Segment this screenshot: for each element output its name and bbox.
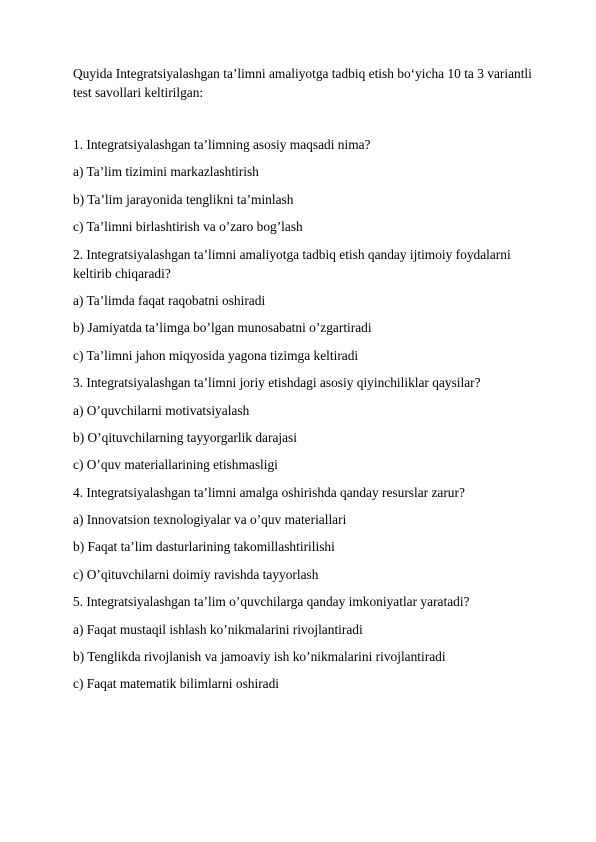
question-text: 1. Integratsiyalashgan ta’limning asosiy maqsadi nima?: [73, 137, 371, 152]
question-block: [73, 483, 543, 584]
answer-option: b) O’qituvchilarning tayyorgarlik darajasi: [73, 429, 297, 445]
answer-option: a) O’quvchilarni motivatsiyalash: [73, 402, 250, 418]
question-text: 2. Integratsiyalashgan ta’limni amaliyotga tadbiq etish qanday ijtimoiy foydalarni keltirib chiqaradi?: [73, 246, 511, 281]
answer-option: a) Innovatsion texnologiyalar va o’quv materiallari: [73, 512, 347, 528]
question-block: [73, 592, 543, 693]
question-block: [73, 373, 543, 474]
answer-option: a) Ta’lim tizimini markazlashtirish: [73, 164, 259, 180]
answer-option: b) Jamiyatda ta’limga bo’lgan munosabatni o’zgartiradi: [73, 320, 372, 336]
answer-option: b) Ta’lim jarayonida tenglikni ta’minlash: [73, 191, 294, 207]
answer-option: c) Ta’limni birlashtirish va o’zaro bog’lash: [73, 219, 303, 235]
answer-option: c) O’quv materiallarining etishmasligi: [73, 457, 278, 473]
answer-option: a) Faqat mustaqil ishlash ko’nikmalarini rivojlantiradi: [73, 621, 363, 637]
question-text: 4. Integratsiyalashgan ta’limni amalga oshirishda qanday resurslar zarur?: [73, 484, 465, 500]
question-text: 5. Integratsiyalashgan ta’lim o’quvchilarga qanday imkoniyatlar yaratadi?: [73, 594, 470, 610]
document-page: [73, 64, 543, 702]
question-block: [73, 245, 543, 365]
question-text: 3. Integratsiyalashgan ta’limni joriy etishdagi asosiy qiyinchiliklar qaysilar?: [73, 375, 481, 391]
answer-option: c) Faqat matematik bilimlarni oshiradi: [73, 676, 280, 692]
answer-option: c) O’qituvchilarni doimiy ravishda tayyorlash: [73, 566, 319, 582]
answer-option: a) Ta’limda faqat raqobatni oshiradi: [73, 292, 266, 308]
question-block: [73, 135, 543, 236]
question-list: [73, 135, 543, 693]
intro-paragraph: Quyida Integratsiyalashgan ta’limni amaliyotga tadbiq etish bo‘yicha 10 ta 3 variantli test savollari keltirilgan:: [73, 66, 532, 100]
answer-option: b) Tenglikda rivojlanish va jamoaviy ish ko’nikmalarini rivojlantiradi: [73, 649, 446, 665]
answer-option: c) Ta’limni jahon miqyosida yagona tizimga keltiradi: [73, 347, 359, 363]
answer-option: b) Faqat ta’lim dasturlarining takomillashtirilishi: [73, 539, 335, 555]
